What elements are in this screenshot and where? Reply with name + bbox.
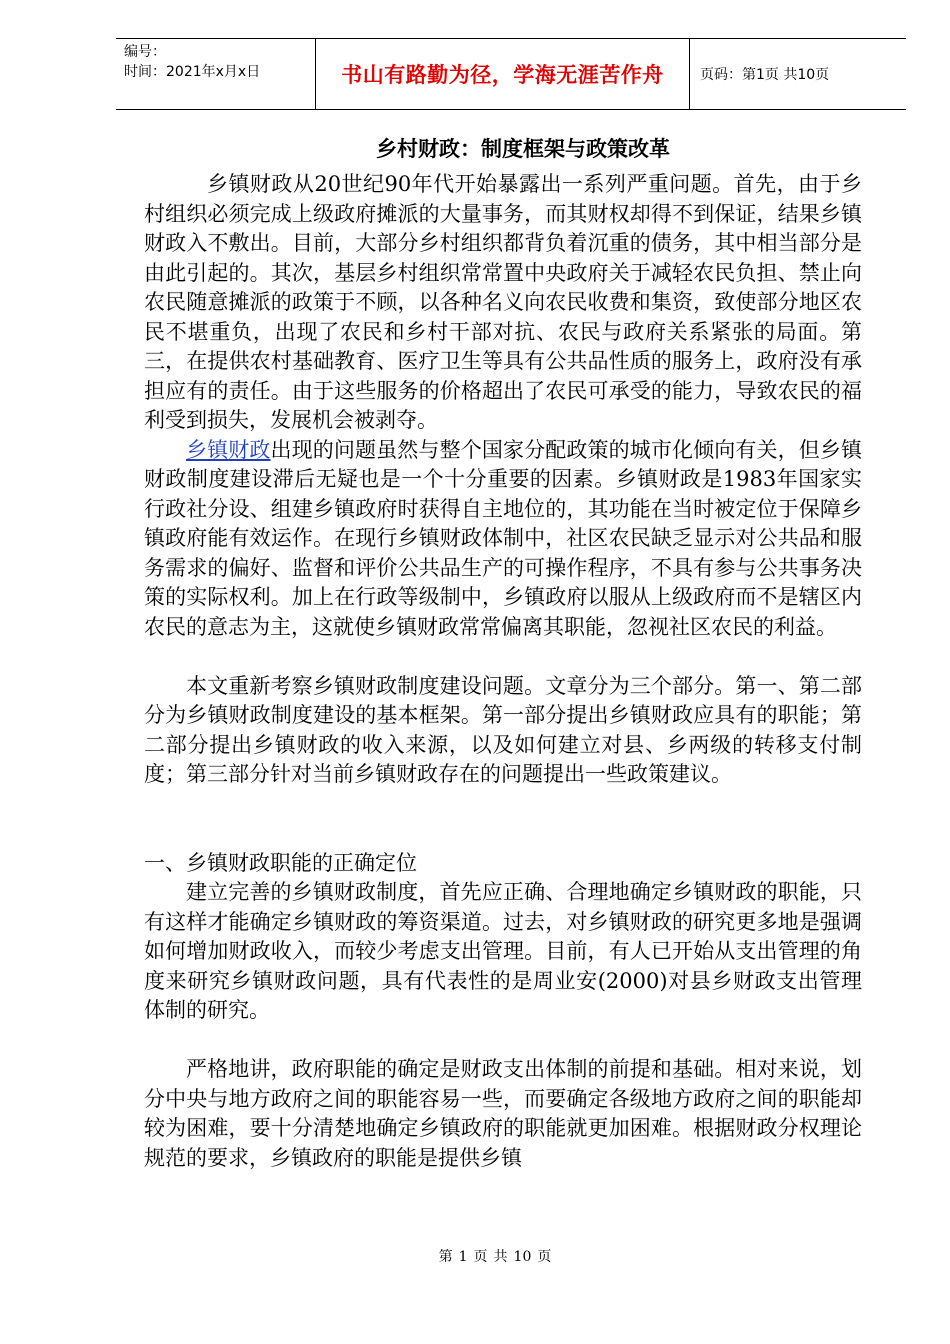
paragraph-2-text: 出现的问题虽然与整个国家分配政策的城市化倾向有关，但乡镇财政制度建设滞后无疑也是一个十分重要的因素。乡镇财政是1983年国家实行政社分设、组建乡镇政府时获得自主地位的，其功能在当时被定位于保障乡镇政府能有效运作。在现行乡镇财政体制中，社区农民缺乏显示对公共品和服务需求的偏好、监督和评价公共品生产的可操作程序，不具有参与公共事务决策的实际权利。加上在行政等级制中，乡镇政府以服从上级政府而不是辖区内农民的意志为主，这就使乡镇财政常常偏离其职能，忽视社区农民的利益。 — [144, 437, 863, 639]
blank-line — [144, 1026, 862, 1056]
document-number-label: 编号： — [124, 44, 166, 60]
footer-total-pages: 10 — [513, 1249, 532, 1265]
paragraph-4: 建立完善的乡镇财政制度，首先应正确、合理地确定乡镇财政的职能，只有这样才能确定乡镇财政的筹资渠道。过去，对乡镇财政的研究更多地是强调如何增加财政收入，而较少考虑支出管理。目前，有人已开始从支出管理的角度来研究乡镇财政问题，具有代表性的是周业安(2000)对县乡财政支出管理体制的研究。 — [144, 880, 862, 1022]
footer-gong: 共 — [493, 1249, 508, 1265]
page-header — [116, 38, 906, 110]
paragraph-5: 严格地讲，政府职能的确定是财政支出体制的前提和基础。相对来说，划分中央与地方政府之间的职能容易一些，而要确定各级地方政府之间的职能却较为困难，要十分清楚地确定乡镇政府的职能就更加困难。根据财政分权理论规范的要求，乡镇政府的职能是提供乡镇 — [144, 1057, 862, 1170]
document-time-label: 时间：2021年x月x日 — [124, 64, 261, 80]
page-footer — [0, 1246, 950, 1266]
blank-lines — [144, 790, 862, 849]
paragraph-1: 乡镇财政从20世纪90年代开始暴露出一系列严重问题。首先，由于乡村组织必须完成上级政府摊派的大量事务，而其财权却得不到保证，结果乡镇财政入不敷出。目前，大部分乡村组织都背负着沉重的债务，其中相当部分是由此引起的。其次，基层乡村组织常常置中央政府关于减轻农民负担、禁止向农民随意摊派的政策于不顾，以各种名义向农民收费和集资，致使部分地区农民不堪重负，出现了农民和乡村干部对抗、农民与政府关系紧张的局面。第三，在提供农村基础教育、医疗卫生等具有公共品性质的服务上，政府没有承担应有的责任。由于这些服务的价格超出了农民可承受的能力，导致农民的福利受到损失，发展机会被剥夺。 — [144, 172, 862, 432]
document-title: 乡村财政：制度框架与政策改革 — [376, 136, 670, 161]
paragraph-2 — [144, 436, 862, 643]
section-1-heading: 一、乡镇财政职能的正确定位 — [144, 850, 417, 875]
header-page-info: 页码：第1页 共10页 — [700, 67, 830, 83]
footer-di: 第 — [438, 1249, 453, 1265]
footer-page-number: 1 — [458, 1249, 468, 1265]
header-motto: 书山有路勤为径，学海无涯苦作舟 — [316, 39, 690, 109]
footer-ye: 页 — [473, 1249, 488, 1265]
blank-line — [144, 642, 862, 672]
document-body — [144, 128, 862, 1173]
paragraph-3: 本文重新考察乡镇财政制度建设问题。文章分为三个部分。第一、第二部分为乡镇财政制度建设的基本框架。第一部分提出乡镇财政应具有的职能；第二部分提出乡镇财政的收入来源，以及如何建立对县、乡两级的转移支付制度；第三部分针对当前乡镇财政存在的问题提出一些政策建议。 — [144, 673, 862, 786]
header-meta-cell — [116, 39, 316, 109]
footer-ye-2: 页 — [537, 1249, 552, 1265]
township-finance-link[interactable]: 乡镇财政 — [186, 437, 271, 462]
